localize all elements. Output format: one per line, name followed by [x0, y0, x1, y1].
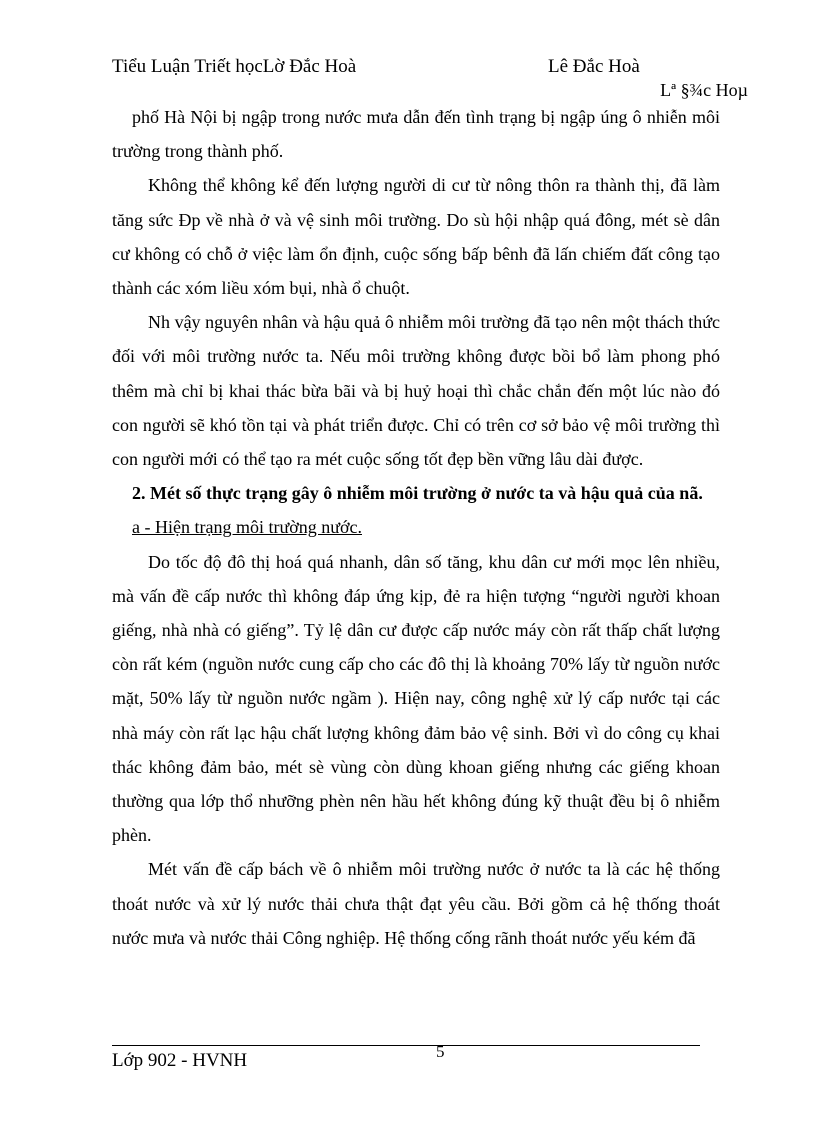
- subsection-heading-line: [112, 510, 720, 544]
- section-heading: 2. Mét số thực trạng gây ô nhiễm môi trường ở nước ta và hậu quả của nã.: [132, 483, 703, 504]
- footer-text: Lớp 902 - HVNH: [112, 1050, 248, 1071]
- header-right: Lê Đắc Hoà: [548, 56, 640, 77]
- paragraph-4: Do tốc độ đô thị hoá quá nhanh, dân số tăng, khu dân cư mới mọc lên nhiều, mà vấn đề cấp nước thì không đáp ứng kịp, đẻ ra hiện tượng “người người khoan giếng, nhà nhà có giếng”. Tỷ lệ dân cư được cấp nước máy còn rất thấp chất lượng còn rất kém (nguồn nước cung cấp cho các đô thị là khoảng 70% lấy từ nguồn nước mặt, 50% lấy từ nguồn nước ngầm ). Hiện nay, công nghệ xử lý cấp nước tại các nhà máy còn rất lạc hậu chất lượng không đảm bảo vệ sinh. Bởi vì do công cụ khai thác không đảm bảo, mét sè vùng còn dùng khoan giếng nhưng các giếng khoan thường qua lớp thổ nhưỡng phèn nên hầu hết không đúng kỹ thuật đều bị ô nhiễm phèn.: [112, 551, 720, 846]
- subsection-heading: a - Hiện trạng môi trường nước.: [132, 517, 362, 538]
- document-body: [112, 100, 720, 955]
- paragraph-3: Nh vậy nguyên nhân và hậu quả ô nhiễm môi trường đã tạo nên một thách thức đối với môi trường nước ta. Nếu môi trường không được bồi bổ làm phong phó thêm mà chỉ bị khai thác bừa bãi và bị huỷ hoại thì chắc chắn đến một lúc nào đó con người sẽ khó tồn tại và phát triển được. Chỉ có trên cơ sở bảo vệ môi trường thì con người mới có thể tạo ra mét cuộc sống tốt đẹp bền vững lâu dài được.: [112, 312, 720, 470]
- paragraph-1: phố Hà Nội bị ngập trong nước mưa dẫn đến tình trạng bị ngập úng ô nhiễn môi trường trong thành phố.: [112, 107, 720, 162]
- footer-rule: [112, 1045, 700, 1046]
- page-number: 5: [436, 1042, 445, 1061]
- header-left: Tiểu Luận Triết họcLờ Đắc Hoà: [112, 56, 357, 77]
- paragraph-2: Không thể không kể đến lượng người di cư từ nông thôn ra thành thị, đã làm tăng sức Ðp về nhà ở và vệ sinh môi trường. Do sù hội nhập quá đông, mét sè dân cư không có chỗ ở việc làm ổn định, cuộc sống bấp bênh đã lấn chiếm đất công tạo thành các xóm liều xóm bụi, nhà ổ chuột.: [112, 175, 720, 299]
- paragraph-5: Mét vấn đề cấp bách về ô nhiễm môi trường nước ở nước ta là các hệ thống thoát nước và xử lý nước thải chưa thật đạt yêu cầu. Bởi gồm cả hệ thống thoát nước mưa và nước thải Công nghiệp. Hệ thống cống rãnh thoát nước yếu kém đã: [112, 859, 720, 948]
- header-sub: Lª §¾c Hoµ: [660, 80, 748, 100]
